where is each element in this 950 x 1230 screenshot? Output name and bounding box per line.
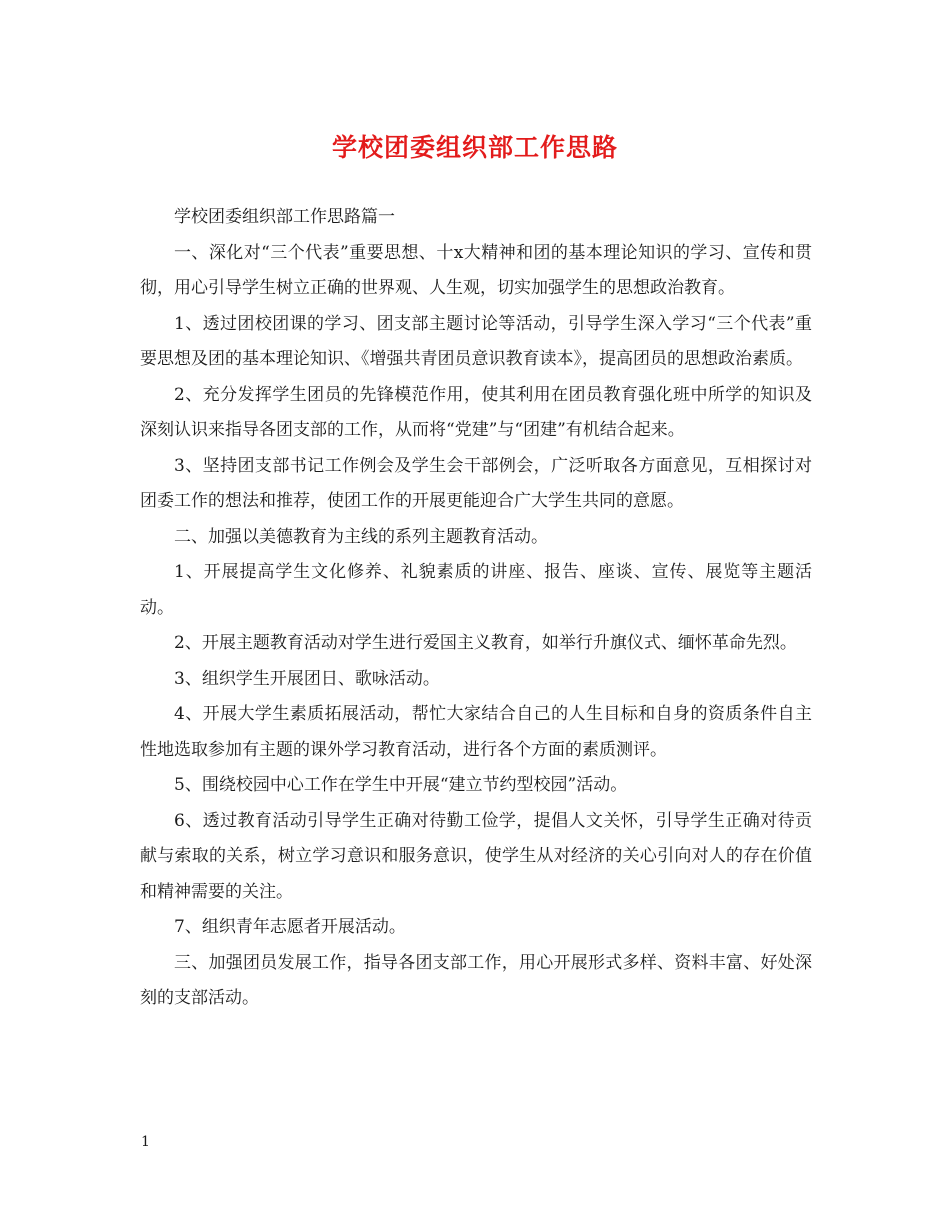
- paragraph: 7、组织青年志愿者开展活动。: [174, 917, 406, 937]
- paragraph: 5、围绕校园中心工作在学生中开展“建立节约型校园”活动。: [174, 775, 628, 795]
- paragraph: 三、加强团员发展工作，指导各团支部工作，用心开展形式多样、资料丰富、好处深刻的支部活动。: [140, 952, 812, 1008]
- paragraph: 1、透过团校团课的学习、团支部主题讨论等活动，引导学生深入学习“三个代表”重要思想及团的基本理论知识、《增强共青团员意识教育读本》，提高团员的思想政治素质。: [140, 313, 812, 369]
- paragraph: 2、开展主题教育活动对学生进行爱国主义教育，如举行升旗仪式、缅怀革命先烈。: [174, 633, 797, 653]
- document-title: 学校团委组织部工作思路: [331, 133, 618, 162]
- paragraph: 6、透过教育活动引导学生正确对待勤工俭学，提倡人文关怀，引导学生正确对待贡献与索取的关系，树立学习意识和服务意识，使学生从对经济的关心引向对人的存在价值和精神需要的关注。: [140, 810, 812, 902]
- page-number: 1: [141, 1134, 150, 1150]
- paragraph: 3、坚持团支部书记工作例会及学生会干部例会，广泛听取各方面意见，互相探讨对团委工作的想法和推荐，使团工作的开展更能迎合广大学生共同的意愿。: [140, 455, 812, 511]
- paragraph: 学校团委组织部工作思路篇一: [174, 207, 395, 227]
- paragraph: 一、深化对“三个代表”重要思想、十x大精神和团的基本理论知识的学习、宣传和贯彻，用心引导学生树立正确的世界观、人生观，切实加强学生的思想政治教育。: [140, 242, 812, 298]
- paragraph: 二、加强以美德教育为主线的系列主题教育活动。: [174, 526, 548, 547]
- document-body: [140, 200, 812, 1017]
- paragraph: 3、组织学生开展团日、歌咏活动。: [174, 668, 440, 689]
- paragraph: 4、开展大学生素质拓展活动，帮忙大家结合自己的人生目标和自身的资质条件自主性地选取参加有主题的课外学习教育活动，进行各个方面的素质测评。: [140, 704, 812, 760]
- paragraph: 1、开展提高学生文化修养、礼貌素质的讲座、报告、座谈、宣传、展览等主题活动。: [140, 562, 812, 618]
- paragraph: 2、充分发挥学生团员的先锋模范作用，使其利用在团员教育强化班中所学的知识及深刻认识来指导各团支部的工作，从而将“党建”与“团建”有机结合起来。: [140, 384, 812, 440]
